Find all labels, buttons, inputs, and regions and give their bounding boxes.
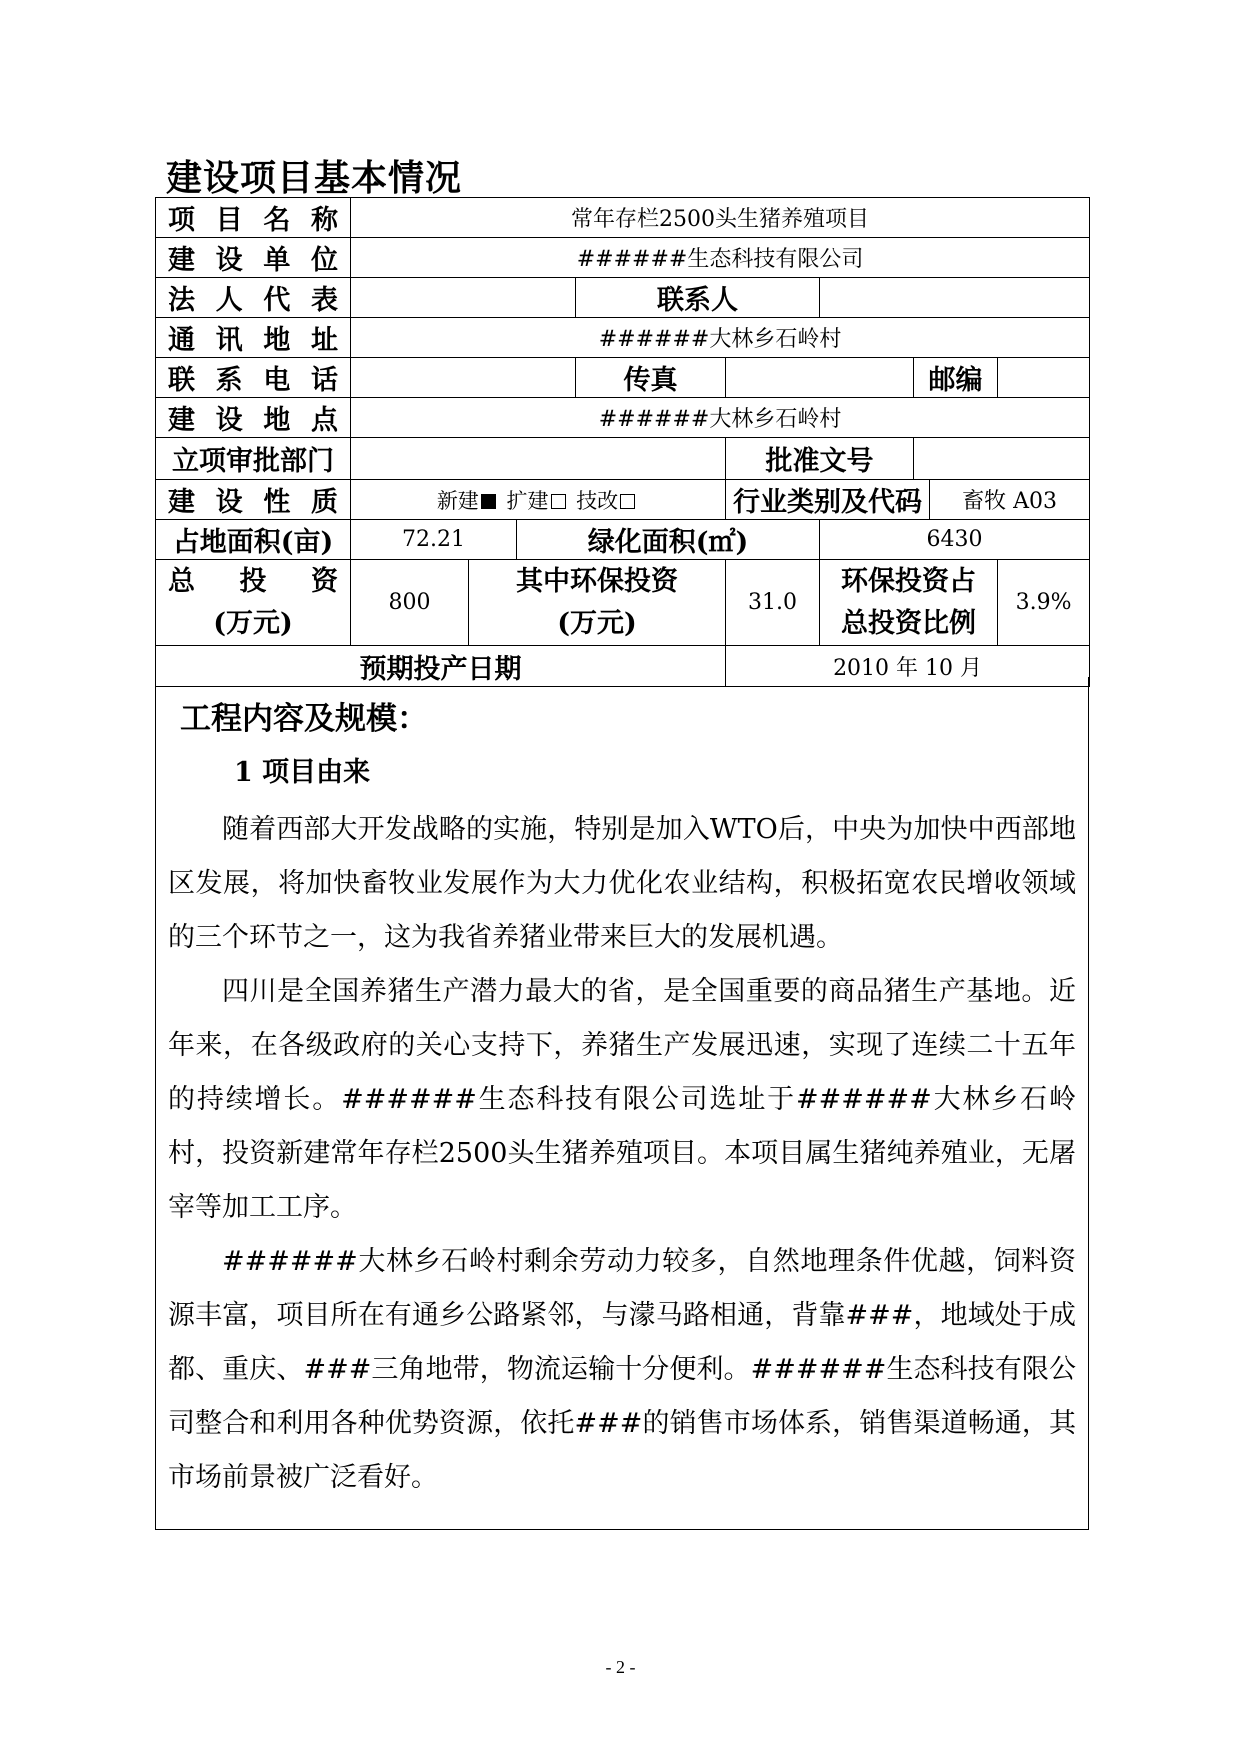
value-env-investment: 31.0 [726, 560, 820, 646]
option-reform-label: 技改 [576, 488, 619, 513]
label-postcode: 邮编 [914, 358, 998, 398]
row-nature [156, 480, 1090, 520]
value-approval-doc [914, 438, 1090, 480]
label-legal-rep: 法人代表 [156, 278, 351, 318]
label-env-ratio-line1: 环保投资占 [841, 565, 976, 597]
value-address: ######大林乡石岭村 [351, 318, 1090, 358]
label-total-investment [156, 560, 351, 646]
label-green-area: 绿化面积(㎡) [517, 520, 820, 560]
label-start-date: 预期投产日期 [156, 646, 726, 687]
label-site: 建设地点 [156, 398, 351, 438]
label-nature: 建设性质 [156, 480, 351, 520]
label-industry: 行业类别及代码 [726, 480, 930, 520]
value-industry: 畜牧 A03 [930, 480, 1090, 520]
row-address [156, 318, 1090, 358]
nature-options [351, 480, 726, 520]
row-project-name [156, 198, 1090, 238]
value-env-ratio: 3.9% [998, 560, 1090, 646]
content-heading: 工程内容及规模： [180, 701, 428, 737]
label-area: 占地面积(亩) [156, 520, 351, 560]
row-investment [156, 560, 1090, 646]
value-total-investment: 800 [351, 560, 469, 646]
value-contact [820, 278, 1090, 318]
label-builder: 建设单位 [156, 238, 351, 278]
row-area [156, 520, 1090, 560]
label-env-investment-unit: (万元) [557, 607, 637, 639]
label-fax: 传真 [576, 358, 726, 398]
page-number: - 2 - [605, 1657, 636, 1677]
value-legal-rep [351, 278, 576, 318]
label-env-ratio [820, 560, 998, 646]
value-fax [726, 358, 914, 398]
value-phone [351, 358, 576, 398]
paragraph-3: ######大林乡石岭村剩余劳动力较多，自然地理条件优越，饲料资源丰富，项目所在有通乡公路紧邻，与濛马路相通，背靠###，地域处于成都、重庆、###三角地带，物流运输十分便利。######生态科技有限公司整合和利用各种优势资源，依托###的销售市场体系，销售渠道畅通，其市场前景被广泛看好。 [168, 1246, 1076, 1493]
value-site: ######大林乡石岭村 [351, 398, 1090, 438]
paragraph-2: 四川是全国养猪生产潜力最大的省，是全国重要的商品猪生产基地。近年来，在各级政府的关心支持下，养猪生产发展迅速，实现了连续二十五年的持续增长。######生态科技有限公司选址于######大林乡石岭村，投资新建常年存栏2500头生猪养殖项目。本项目属生猪纯养殖业，无屠宰等加工工序。 [168, 976, 1076, 1223]
label-env-investment-line1: 其中环保投资 [516, 565, 678, 597]
row-builder [156, 238, 1090, 278]
checkbox-new-checked [481, 494, 496, 509]
checkbox-expand [551, 494, 566, 509]
label-project-name: 项目名称 [156, 198, 351, 238]
row-phone [156, 358, 1090, 398]
value-project-name: 常年存栏2500头生猪养殖项目 [351, 198, 1090, 238]
page-title: 建设项目基本情况 [166, 157, 463, 199]
label-env-investment [469, 560, 726, 646]
value-green-area: 6430 [820, 520, 1090, 560]
label-address: 通讯地址 [156, 318, 351, 358]
label-approval-doc: 批准文号 [726, 438, 914, 480]
content-subheading: 1 项目由来 [234, 757, 371, 788]
project-info-table [155, 197, 1090, 687]
value-builder: ######生态科技有限公司 [351, 238, 1090, 278]
paragraph-1: 随着西部大开发战略的实施，特别是加入WTO后，中央为加快中西部地区发展，将加快畜牧业发展作为大力优化农业结构，积极拓宽农民增收领域的三个环节之一，这为我省养猪业带来巨大的发展机遇。 [168, 814, 1076, 953]
checkbox-reform [620, 494, 635, 509]
value-area: 72.21 [351, 520, 517, 560]
label-phone: 联系电话 [156, 358, 351, 398]
row-site [156, 398, 1090, 438]
label-env-ratio-line2: 总投资比例 [841, 607, 976, 639]
label-approval-dept: 立项审批部门 [156, 438, 351, 480]
project-content-section [155, 677, 1089, 1530]
value-approval-dept [351, 438, 726, 480]
row-legal-rep [156, 278, 1090, 318]
value-postcode [998, 358, 1090, 398]
value-start-date: 2010 年 10 月 [726, 646, 1090, 687]
label-total-investment-line1: 总 投 资 [168, 565, 338, 597]
option-expand-label: 扩建 [506, 488, 549, 513]
option-new-label: 新建 [436, 488, 479, 513]
label-contact: 联系人 [576, 278, 820, 318]
row-approval [156, 438, 1090, 480]
label-total-investment-unit: (万元) [213, 607, 293, 639]
